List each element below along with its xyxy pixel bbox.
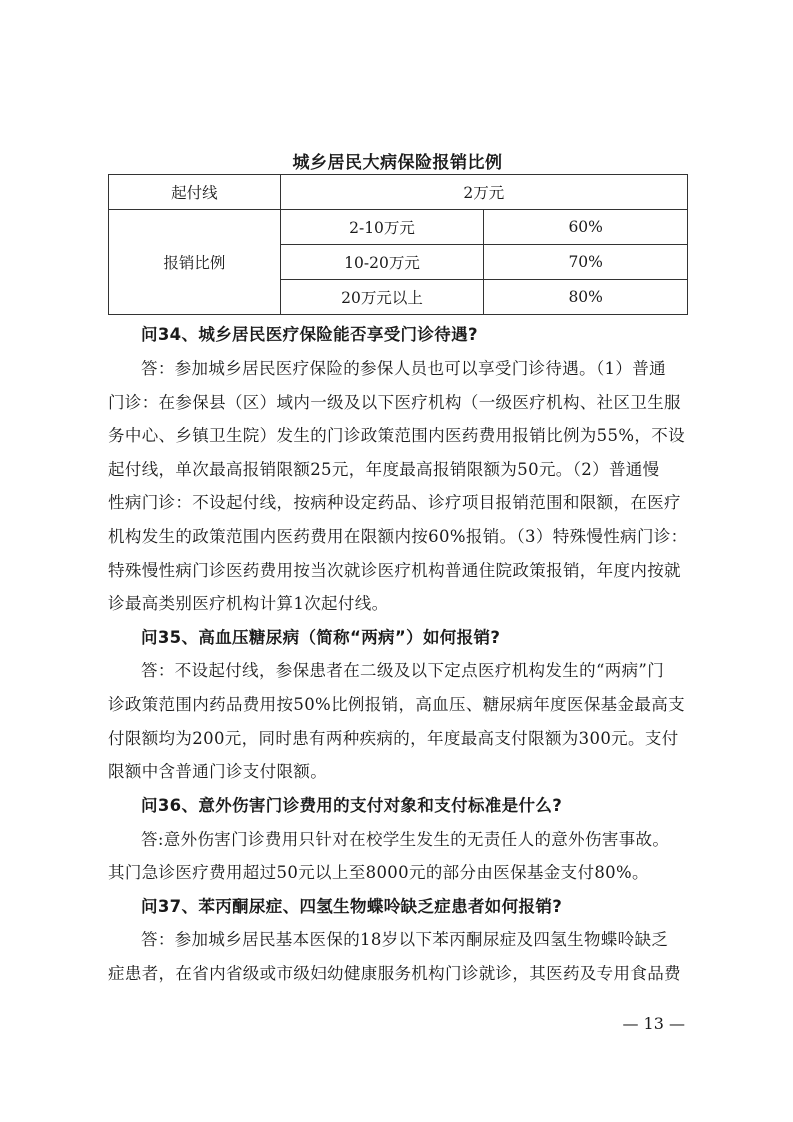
answer-line: 症患者，在省内省级或市级妇幼健康服务机构门诊就诊，其医药及专用食品费 [108,964,681,983]
table-row [109,175,688,210]
answer-line: 务中心、乡镇卫生院）发生的门诊政策范围内医药费用报销比例为55%，不设 [108,426,685,445]
answer-line: 其门急诊医疗费用超过50元以上至8000元的部分由医保基金支付80%。 [108,863,649,882]
range-cell: 10-20万元 [280,245,484,280]
answer-line: 诊政策范围内药品费用按50%比例报销，高血压、糖尿病年度医保基金最高支 [108,695,685,714]
question-35: 问35、高血压糖尿病（简称“两病”）如何报销? [141,628,501,647]
answer-line: 特殊慢性病门诊医药费用按当次就诊医疗机构普通住院政策报销，年度内按就 [108,561,681,580]
answer-line: 起付线，单次最高报销限额25元，年度最高报销限额为50元。（2）普通慢 [108,460,660,479]
range-cell: 2-10万元 [280,210,484,245]
ratio-cell: 80% [484,280,688,315]
table-title: 城乡居民大病保险报销比例 [292,153,503,173]
answer-line: 付限额均为200元，同时患有两种疾病的，年度最高支付限额为300元。支付 [108,729,679,748]
question-36: 问36、意外伤害门诊费用的支付对象和支付标准是什么? [141,796,563,815]
threshold-label: 起付线 [109,175,281,210]
answer-line: 答：参加城乡居民医疗保险的参保人员也可以享受门诊待遇。（1）普通 [141,359,666,378]
ratio-cell: 70% [484,245,688,280]
answer-line: 答：不设起付线，参保患者在二级及以下定点医疗机构发生的“两病”门 [141,661,665,680]
question-34: 问34、城乡居民医疗保险能否享受门诊待遇? [141,325,478,344]
page-number: — 13 — [622,1014,685,1033]
answer-line: 限额中含普通门诊支付限额。 [108,762,328,781]
answer-line: 答:意外伤害门诊费用只针对在校学生发生的无责任人的意外伤害事故。 [141,830,670,849]
threshold-value: 2万元 [280,175,687,210]
answer-line: 性病门诊：不设起付线，按病种设定药品、诊疗项目报销范围和限额，在医疗 [108,493,681,512]
reimbursement-ratio-table [108,174,688,315]
question-37: 问37、苯丙酮尿症、四氢生物蝶呤缺乏症患者如何报销? [141,897,563,916]
answer-line: 诊最高类别医疗机构计算1次起付线。 [108,594,389,613]
range-cell: 20万元以上 [280,280,484,315]
table-row [109,210,688,245]
ratio-cell: 60% [484,210,688,245]
answer-line: 门诊：在参保县（区）域内一级及以下医疗机构（一级医疗机构、社区卫生服 [108,393,681,412]
ratio-label: 报销比例 [109,210,281,315]
answer-line: 机构发生的政策范围内医药费用在限额内按60%报销。（3）特殊慢性病门诊： [108,527,688,546]
answer-line: 答：参加城乡居民基本医保的18岁以下苯丙酮尿症及四氢生物蝶呤缺乏 [141,930,669,949]
